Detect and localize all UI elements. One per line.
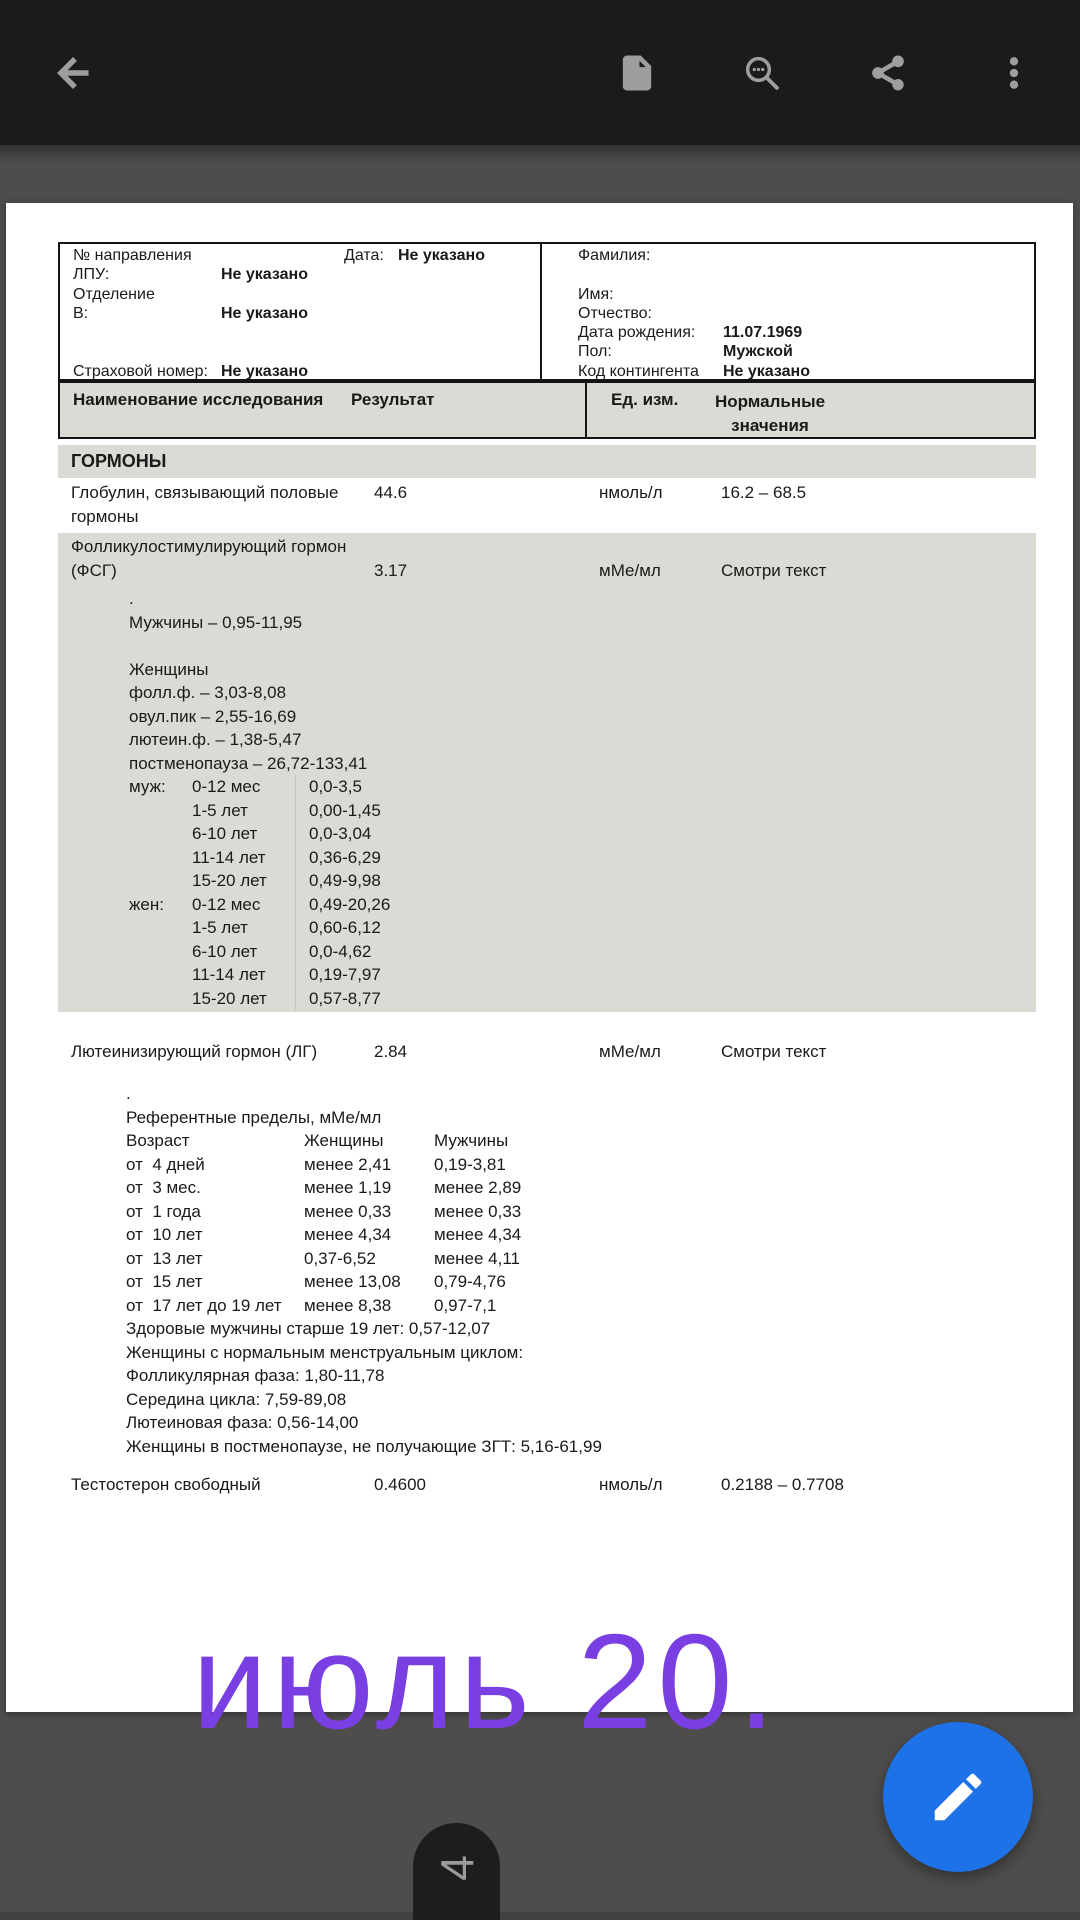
value-range: 0,0-3,04 <box>309 824 372 843</box>
age-range: 6-10 лет <box>192 941 258 961</box>
age-reference-row <box>58 869 1036 893</box>
lh-table-row <box>58 1153 1036 1177</box>
page-thumbnails-button[interactable] <box>589 25 685 121</box>
info-rl: Дата рождения: <box>578 324 696 342</box>
reference-line: Середина цикла: 7,59-89,08 <box>126 1389 347 1409</box>
sex-label <box>129 846 192 870</box>
female-cell: менее 1,19 <box>304 1178 392 1197</box>
toolbar-shadow <box>0 145 1080 163</box>
age-range: 0-12 мес <box>192 777 261 796</box>
sex-label: жен: <box>129 894 164 914</box>
search-button[interactable] <box>714 25 810 121</box>
sex-label <box>129 987 192 1011</box>
value-range: 0,49-20,26 <box>309 894 391 914</box>
analyte-unit: мМе/мл <box>599 561 661 580</box>
analyte-unit: нмоль/л <box>599 483 663 502</box>
reference-line: . <box>129 589 134 608</box>
results-table-header <box>58 381 1036 439</box>
column-header-name: Наименование исследования <box>73 390 324 409</box>
male-cell: менее 4,34 <box>434 1225 522 1244</box>
lh-table-row <box>58 1200 1036 1224</box>
info-ll: Отделение <box>73 285 155 303</box>
male-cell: 0,19-3,81 <box>434 1154 506 1174</box>
info-lv: Не указано <box>221 266 308 284</box>
analyte-name: Лютеинизирующий гормон (ЛГ) <box>71 1042 318 1061</box>
info-ll: Страховой номер: <box>73 362 208 380</box>
sex-label <box>129 822 192 846</box>
analyte-result: 3.17 <box>374 561 408 580</box>
age-range: 11-14 лет <box>192 965 266 984</box>
age-reference-row <box>58 963 1036 987</box>
analyte-unit: мМе/мл <box>599 1042 661 1061</box>
age-reference-row <box>58 775 1036 799</box>
male-cell: менее 4,11 <box>434 1248 520 1268</box>
share-icon <box>868 53 908 93</box>
back-arrow-icon <box>51 51 95 95</box>
sex-label <box>129 963 192 987</box>
reference-line: постменопауза – 26,72-133,41 <box>129 753 368 773</box>
info-lv: Не указано <box>221 304 308 322</box>
age-range: 1-5 лет <box>192 918 248 937</box>
sex-label <box>129 869 192 893</box>
reference-line: лютеин.ф. – 1,38-5,47 <box>129 730 302 749</box>
column-header-norm: Нормальные значения <box>714 392 826 435</box>
lh-table-row <box>58 1270 1036 1294</box>
sex-label <box>129 940 192 964</box>
reference-line: Женщины с нормальным менструальным циклом: <box>126 1342 524 1362</box>
share-button[interactable] <box>840 25 936 121</box>
analyte-name: гормоны <box>71 507 139 526</box>
info-rv: Мужской <box>723 343 793 361</box>
age-reference-row <box>58 799 1036 823</box>
value-range: 0,0-4,62 <box>309 941 372 961</box>
info-row <box>60 305 1034 324</box>
value-range: 0,49-9,98 <box>309 871 381 890</box>
analyte-norm: 0.2188 – 0.7708 <box>721 1475 844 1494</box>
section-title-hormones: ГОРМОНЫ <box>58 445 1036 478</box>
analyte-norm: Смотри текст <box>721 1042 827 1061</box>
reference-line: Лютеиновая фаза: 0,56-14,00 <box>126 1413 359 1432</box>
edit-fab-button[interactable] <box>883 1722 1033 1872</box>
back-button[interactable] <box>25 25 121 121</box>
value-range: 0,60-6,12 <box>309 918 381 937</box>
sex-label <box>129 916 192 940</box>
info-ll: № направления <box>73 247 192 264</box>
info-ll: В: <box>73 304 89 322</box>
info-row <box>60 343 1034 362</box>
age-reference-row <box>58 987 1036 1011</box>
value-range: 0,36-6,29 <box>309 847 381 867</box>
age-range: 15-20 лет <box>192 988 267 1008</box>
female-cell: менее 8,38 <box>304 1295 392 1315</box>
info-row <box>60 286 1034 305</box>
column-header-unit: Ед. изм. <box>611 390 679 409</box>
analyte-row-shbg <box>58 478 1036 533</box>
reference-line: . <box>126 1084 131 1103</box>
fsh-reference-text <box>58 587 1036 1010</box>
male-cell: 0,79-4,76 <box>434 1272 506 1291</box>
male-cell: менее 0,33 <box>434 1201 522 1221</box>
analyte-name: Тестостерон свободный <box>71 1475 261 1494</box>
reference-line: Здоровые мужчины старше 19 лет: 0,57-12,07 <box>126 1319 491 1338</box>
info-row <box>60 266 1034 285</box>
female-cell: 0,37-6,52 <box>304 1248 376 1268</box>
lh-table-row <box>58 1294 1036 1318</box>
info-rv: 11.07.1969 <box>723 324 803 342</box>
age-table-gridline <box>295 775 296 1010</box>
info-rl: Отчество: <box>578 304 652 322</box>
age-cell: Возраст <box>126 1131 190 1150</box>
info-dv: Не указано <box>398 247 485 264</box>
age-range: 6-10 лет <box>192 824 258 843</box>
reference-line: овул.пик – 2,55-16,69 <box>129 706 297 726</box>
info-vertical-divider <box>540 242 542 381</box>
age-reference-row <box>58 893 1036 917</box>
reference-line: Фолликулярная фаза: 1,80-11,78 <box>126 1366 385 1385</box>
info-rl: Имя: <box>578 285 614 303</box>
value-range: 0,0-3,5 <box>309 777 362 796</box>
analyte-name: Глобулин, связывающий половые <box>71 483 339 502</box>
female-cell: менее 0,33 <box>304 1201 392 1221</box>
age-cell: от 15 лет <box>126 1272 203 1291</box>
reference-line <box>58 634 1036 658</box>
info-rl: Пол: <box>578 343 612 361</box>
lh-table-header <box>58 1129 1036 1153</box>
analyte-row-fsh <box>58 533 1036 1012</box>
reference-line: Мужчины – 0,95-11,95 <box>129 612 303 632</box>
lh-table-row <box>58 1247 1036 1271</box>
age-range: 11-14 лет <box>192 847 266 867</box>
value-range: 0,19-7,97 <box>309 965 381 984</box>
age-cell: от 3 мес. <box>126 1178 201 1197</box>
date-annotation: июль 20. <box>192 1606 780 1757</box>
info-row <box>60 363 1034 382</box>
analyte-result: 44.6 <box>374 483 408 502</box>
analyte-name: (ФСГ) <box>71 561 117 580</box>
more-options-button[interactable] <box>966 25 1062 121</box>
analyte-row-testosterone <box>58 1475 1036 1501</box>
value-range: 0,00-1,45 <box>309 800 381 820</box>
age-cell: от 10 лет <box>126 1225 203 1244</box>
info-ll: ЛПУ: <box>73 266 110 284</box>
age-reference-row <box>58 916 1036 940</box>
age-cell: от 13 лет <box>126 1248 203 1268</box>
age-range: 15-20 лет <box>192 871 267 890</box>
analyte-result: 0.4600 <box>374 1475 426 1494</box>
top-toolbar <box>0 0 1080 145</box>
reference-line: Референтные пределы, мМе/мл <box>126 1107 382 1127</box>
age-range: 1-5 лет <box>192 800 248 820</box>
reference-line: Женщины <box>129 659 209 679</box>
age-range: 0-12 мес <box>192 894 261 914</box>
female-cell: Женщины <box>304 1131 384 1150</box>
sex-label <box>129 799 192 823</box>
info-dl: Дата: <box>344 247 384 264</box>
page-number: 4 <box>430 1855 483 1881</box>
more-vert-icon <box>994 53 1034 93</box>
value-range: 0,57-8,77 <box>309 988 381 1008</box>
analyte-norm: 16.2 – 68.5 <box>721 483 807 502</box>
male-cell: менее 2,89 <box>434 1178 522 1197</box>
age-reference-row <box>58 940 1036 964</box>
patient-info-rows <box>60 247 1034 382</box>
female-cell: менее 13,08 <box>304 1272 401 1291</box>
search-icon <box>741 52 783 94</box>
age-cell: от 4 дней <box>126 1154 205 1174</box>
female-cell: менее 4,34 <box>304 1225 392 1244</box>
column-header-result: Результат <box>351 390 435 409</box>
age-reference-row <box>58 822 1036 846</box>
analyte-unit: нмоль/л <box>599 1475 663 1494</box>
info-row <box>60 324 1034 343</box>
age-cell: от 1 года <box>126 1201 201 1221</box>
analyte-row-lh <box>58 1012 1036 1478</box>
bottom-edge-strip <box>0 1912 1080 1920</box>
pencil-icon <box>927 1766 989 1828</box>
reference-line: Женщины в постменопаузе, не получающие ЗГТ: 5,16-61,99 <box>126 1436 602 1456</box>
analyte-result: 2.84 <box>374 1042 408 1061</box>
male-cell: Мужчины <box>434 1131 509 1150</box>
female-cell: менее 2,41 <box>304 1154 392 1174</box>
analyte-norm: Смотри текст <box>721 561 827 580</box>
age-cell: от 17 лет до 19 лет <box>126 1295 282 1315</box>
header-vertical-divider <box>585 383 587 437</box>
info-lv: Не указано <box>221 362 308 380</box>
page-thumbnail-icon <box>617 53 657 93</box>
info-row <box>60 247 1034 266</box>
male-cell: 0,97-7,1 <box>434 1295 497 1315</box>
info-rl: Код контингента <box>578 362 699 380</box>
lh-table-row <box>58 1176 1036 1200</box>
info-rv: Не указано <box>723 362 810 380</box>
page-indicator-pill[interactable] <box>413 1823 500 1920</box>
document-page[interactable] <box>6 203 1073 1712</box>
sex-label: муж: <box>129 777 166 796</box>
lh-reference-text <box>58 1082 1036 1458</box>
analyte-name: Фолликулостимулирующий гормон <box>71 537 347 556</box>
reference-line: фолл.ф. – 3,03-8,08 <box>129 683 287 702</box>
lh-table-row <box>58 1223 1036 1247</box>
patient-info-box <box>58 242 1036 381</box>
info-rl: Фамилия: <box>578 247 651 264</box>
age-reference-row <box>58 846 1036 870</box>
